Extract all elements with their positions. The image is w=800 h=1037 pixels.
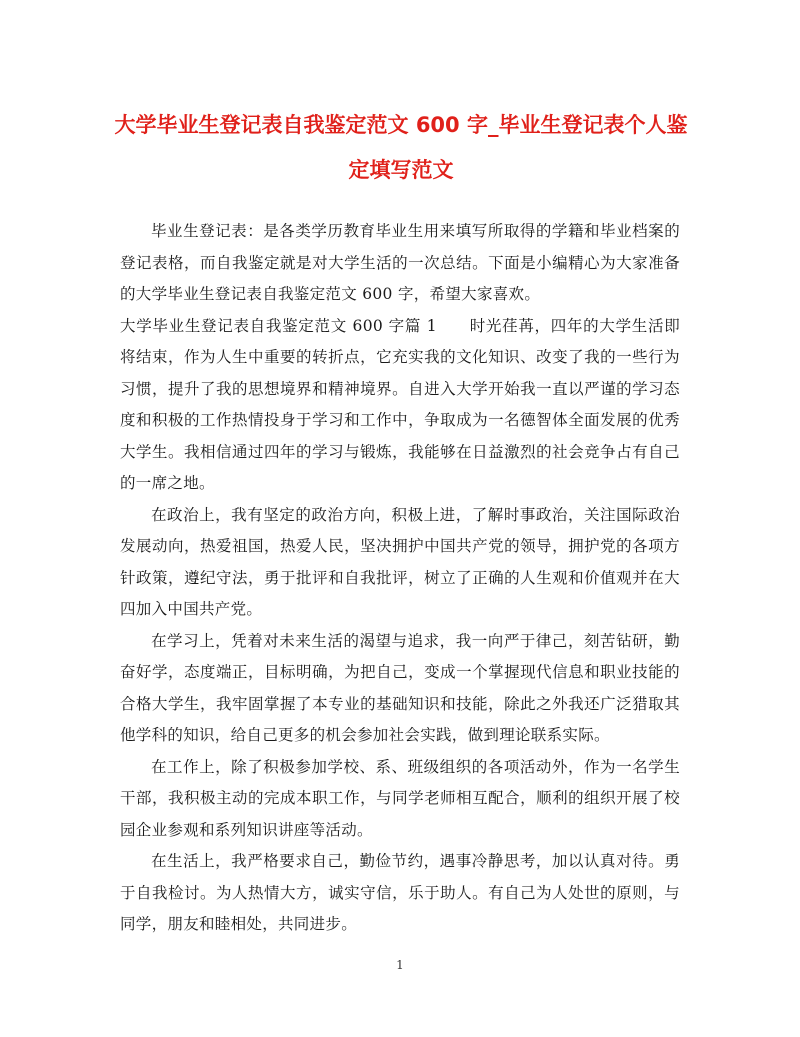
work-paragraph: 在工作上，除了积极参加学校、系、班级组织的各项活动外，作为一名学生干部，我积极主动的完成本职工作，与同学老师相互配合，顺利的组织开展了校园企业参观和系列知识讲座等活动。: [120, 757, 680, 839]
page-number: 1: [396, 958, 404, 972]
intro-paragraph: 毕业生登记表：是各类学历教育毕业生用来填写所取得的学籍和毕业档案的登记表格，而自我鉴定就是对大学生活的一次总结。下面是小编精心为大家准备的大学毕业生登记表自我鉴定范文 600 字，希望大家喜欢。: [120, 222, 680, 303]
politics-paragraph: 在政治上，我有坚定的政治方向，积极上进，了解时事政治，关注国际政治发展动向，热爱祖国，热爱人民，坚决拥护中国共产党的领导，拥护党的各项方针政策，遵纪守法，勇于批评和自我批评，树立了正确的人生观和价值观并在大四加入中国共产党。: [120, 505, 680, 618]
study-paragraph: 在学习上，凭着对未来生活的渴望与追求，我一向严于律己，刻苦钻研，勤奋好学，态度端正，目标明确，为把自己，变成一个掌握现代信息和职业技能的合格大学生，我牢固掌握了本专业的基础知识和技能，除此之外我还广泛猎取其他学科的知识，给自己更多的机会参加社会实践，做到理论联系实际。: [120, 631, 680, 744]
document-title: 大学毕业生登记表自我鉴定范文 600 字_毕业生登记表个人鉴定填写范文: [114, 113, 688, 182]
document-body: [120, 216, 680, 941]
section-paragraph-1: 大学毕业生登记表自我鉴定范文 600 字篇 1 时光荏苒，四年的大学生活即将结束，作为人生中重要的转折点，它充实我的文化知识、改变了我的一些行为习惯，提升了我的思想境界和精神境界。自进入大学开始我一直以严谨的学习态度和积极的工作热情投身于学习和工作中，争取成为一名德智体全面发展的优秀大学生。我相信通过四年的学习与锻炼，我能够在日益激烈的社会竞争占有自己的一席之地。: [120, 316, 680, 492]
life-paragraph: 在生活上，我严格要求自己，勤俭节约，遇事冷静思考，加以认真对待。勇于自我检讨。为人热情大方，诚实守信，乐于助人。有自己为人处世的原则，与同学，朋友和睦相处，共同进步。: [120, 852, 680, 933]
